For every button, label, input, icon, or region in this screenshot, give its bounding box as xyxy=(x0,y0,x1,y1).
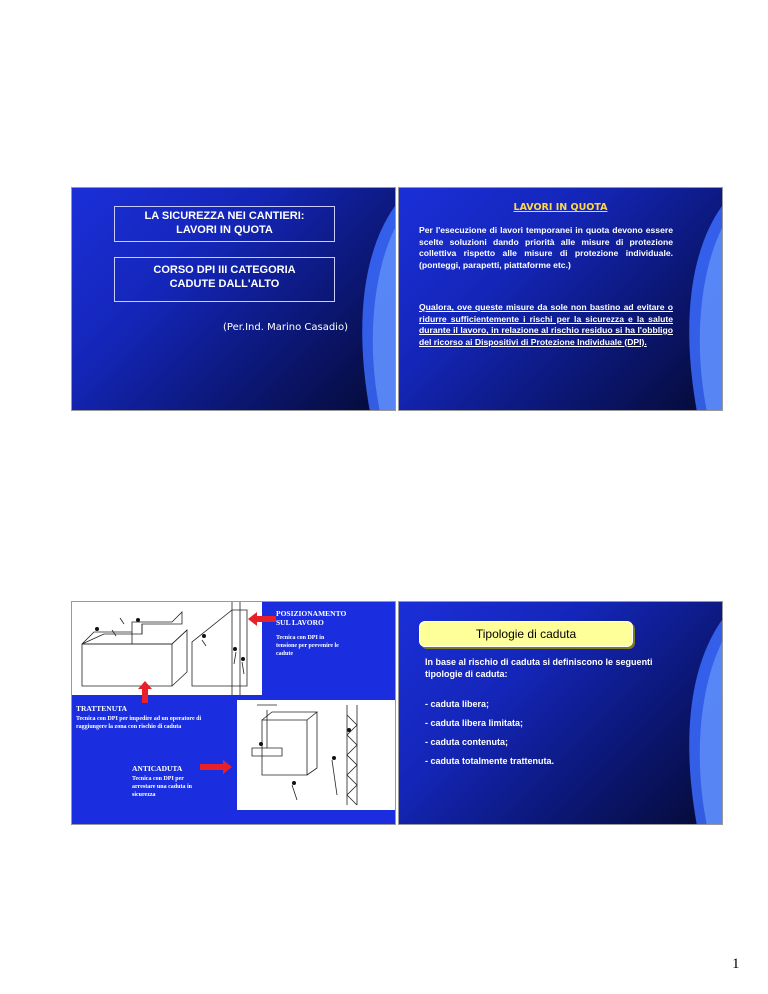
course-box xyxy=(114,257,335,302)
intro-text: In base al rischio di caduta si definiscono le seguenti tipologie di caduta: xyxy=(425,657,653,679)
arrow-right-icon xyxy=(200,760,232,774)
positioning-title-line-2: SUL LAVORO xyxy=(276,618,324,627)
course-line-1: CORSO DPI III CATEGORIA xyxy=(153,264,296,276)
arrow-left-icon xyxy=(248,612,276,626)
illustration-fall-arrest xyxy=(237,700,396,810)
slide-heading: LAVORI IN QUOTA xyxy=(513,202,608,213)
trattenuta-description: Tecnica con DPI per impedire ad un operatore di raggiungere la zona con rischio di caduta xyxy=(76,716,202,730)
swoosh-decoration xyxy=(652,188,722,411)
positioning-title xyxy=(276,609,346,627)
list-item: - caduta totalmente trattenuta. xyxy=(425,756,555,766)
paragraph-collective-protection: Per l'esecuzione di lavori temporanei in quota devono essere scelte soluzioni dando priorità alle misure di protezione collettiva rispetto alle misure di protezione individuale. (ponteggi, parapetti, piattaforme etc.) xyxy=(419,225,673,270)
slide-title xyxy=(71,187,396,411)
illustration-positioning xyxy=(72,602,262,695)
title-line-1: LA SICUREZZA NEI CANTIERI: xyxy=(144,210,305,222)
paragraph-dpi-obligation: Qualora, ove queste misure da sole non bastino ad evitare o ridurre sufficientemente i rischi per la sicurezza e la salute durante il lavoro, in relazione al rischio residuo si ha l'obbligo del ricorso ai Dispositivi di Protezione Individuale (DPI). xyxy=(419,302,673,347)
arrow-up-icon xyxy=(138,681,152,703)
course-line-2: CADUTE DALL'ALTO xyxy=(169,278,280,290)
slide-techniques xyxy=(71,601,396,825)
author-label: (Per.Ind. Marino Casadio) xyxy=(223,322,348,333)
page-number: 1 xyxy=(732,956,740,972)
title-line-2: LAVORI IN QUOTA xyxy=(176,224,273,236)
anticaduta-description: Tecnica con DPI per arrestare una caduta in sicurezza xyxy=(132,776,192,798)
anticaduta-title: ANTICADUTA xyxy=(132,764,183,773)
list-item: - caduta libera; xyxy=(425,699,490,709)
positioning-title-line-1: POSIZIONAMENTO xyxy=(276,609,347,618)
slide-tipologie-caduta xyxy=(398,601,723,825)
title-box xyxy=(114,206,335,242)
trattenuta-title: TRATTENUTA xyxy=(76,704,127,713)
swoosh-decoration xyxy=(325,188,395,411)
slide-lavori-in-quota xyxy=(398,187,723,411)
list-item: - caduta contenuta; xyxy=(425,737,509,747)
positioning-description: Tecnica con DPI in tensione per prevenire le cadute xyxy=(276,635,339,657)
swoosh-decoration xyxy=(652,602,722,825)
list-item: - caduta libera limitata; xyxy=(425,718,524,728)
slide-heading-box: Tipologie di caduta xyxy=(419,621,633,647)
